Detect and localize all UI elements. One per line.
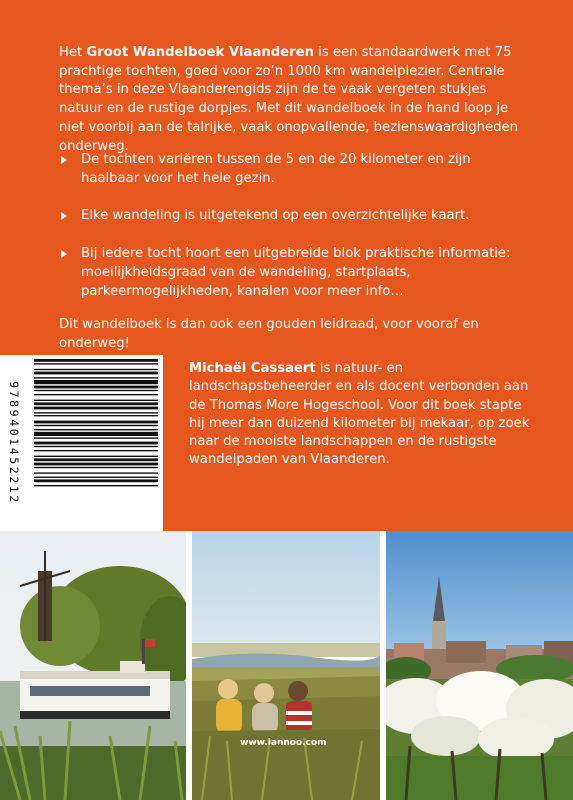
barcode-bar (34, 477, 158, 478)
barcode-bar (34, 467, 158, 468)
barcode-bar (34, 400, 158, 401)
feature-list (59, 151, 529, 320)
barcode-bar (34, 380, 158, 384)
barcode-bar (34, 429, 158, 430)
author-name: Michaël Cassaert (189, 361, 316, 376)
isbn-barcode (0, 355, 163, 531)
barcode-bar (34, 407, 158, 410)
barcode-bar (34, 485, 158, 486)
feature-item (59, 245, 529, 301)
feature-text: Bij iedere tocht hoort een uitgebreide blok praktische informatie: moeilijkheidsgraad van de wandeling, startplaats, parkeermogelijkheden, kanalen voor meer info… (81, 246, 511, 299)
bullet-arrow-icon (61, 156, 67, 164)
intro-paragraph (59, 44, 529, 156)
feature-item (59, 207, 529, 226)
barcode-bar (34, 463, 158, 466)
barcode-bar (34, 421, 158, 424)
barcode-bar (34, 412, 158, 413)
bullet-arrow-icon (61, 212, 67, 220)
intro-prefix: Het (59, 45, 87, 60)
barcode-bar (34, 425, 158, 426)
barcode-bar (34, 450, 158, 451)
barcode-bar (34, 458, 158, 461)
intro-text: is een standaardwerk met 75 prachtige tochten, goed voor zo’n 1000 km wandelplezier. Centrale thema’s in deze Vlaanderengids zijn de te vaak vergeten stukjes natuur en de rustige dorpjes. Met dit wandelboek in de hand loop je niet voorbij aan de talrijke, vaak onopvallende, bezienswaardigheden onderweg. (59, 45, 518, 154)
barcode-panel (0, 355, 163, 531)
barcode-bar (34, 437, 158, 438)
bullet-arrow-icon (61, 250, 67, 258)
barcode-bar (34, 372, 158, 375)
barcode-bar (34, 456, 158, 457)
book-title: Groot Wandelboek Vlaanderen (86, 45, 314, 60)
photo-village-church (386, 531, 573, 800)
barcode-bar (34, 394, 158, 395)
barcode-bar (34, 363, 158, 364)
barcode-bar (34, 359, 158, 362)
barcode-bar (34, 369, 158, 370)
barcode-bar (34, 386, 158, 389)
barcode-bar (34, 442, 158, 445)
barcode-bar (34, 472, 158, 473)
feature-text: De tochten variëren tussen de 5 en de 20 kilometer en zijn haalbaar voor het hele gezin. (81, 152, 471, 186)
feature-item (59, 151, 529, 188)
closing-sentence: Dit wandelboek is dan ook een gouden leidraad, voor vooraf en onderweg! (59, 317, 479, 351)
barcode-bar (34, 377, 158, 378)
author-bio (189, 360, 539, 470)
barcode-bar (34, 390, 158, 391)
barcode-bar (34, 432, 158, 436)
photo-windmill-boat (0, 531, 186, 800)
feature-text: Elke wandeling is uitgetekend op een overzichtelijke kaart. (81, 208, 470, 224)
barcode-bar (34, 415, 158, 416)
barcode-bar (34, 479, 158, 482)
publisher-website[interactable]: www.lannoo.com (240, 738, 327, 748)
barcode-bar (34, 446, 158, 447)
photo-children-meadow (192, 531, 380, 800)
author-bio-text: is natuur- en landschapsbeheerder en als docent verbonden aan de Thomas More Hogeschool. Voor dit boek stapte hij meer dan duizend kilometer bij mekaar, op zoek naar de mooiste landschappen en de rustigste wandelpaden van Vlaanderen. (189, 361, 530, 468)
barcode-bar (34, 402, 158, 405)
isbn-number: 9789401452212 (7, 381, 21, 505)
